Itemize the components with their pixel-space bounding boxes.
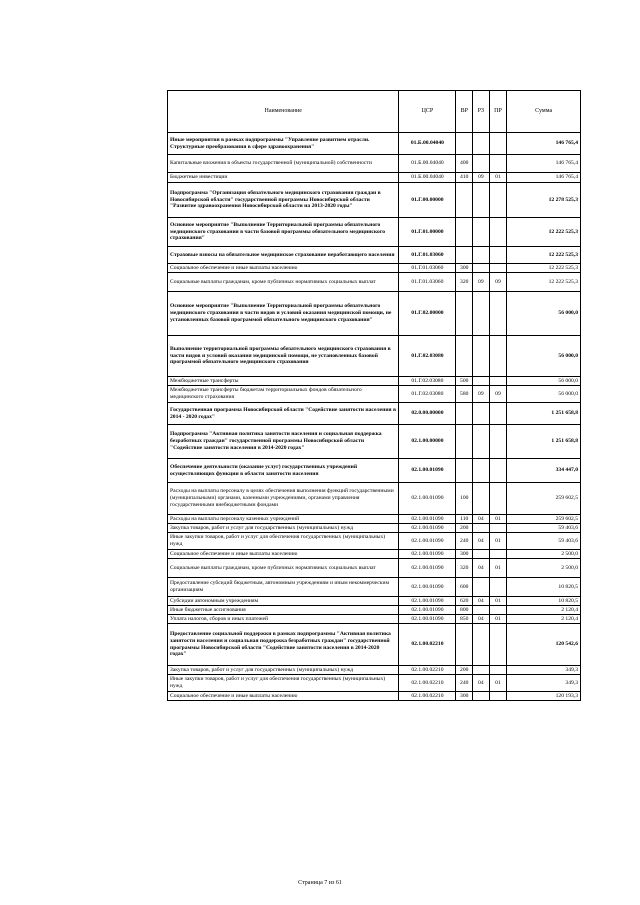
- cell-csr: 02.1.00.01090: [399, 483, 456, 515]
- cell-pr: [489, 292, 507, 336]
- cell-vr: [456, 183, 473, 218]
- cell-name: Социальные выплаты гражданам, кроме публичных нормативных социальных выплат: [168, 273, 399, 292]
- cell-pr: [489, 403, 507, 425]
- cell-csr: 02.1.00.00000: [399, 425, 456, 459]
- cell-vr: [456, 292, 473, 336]
- cell-rz: [473, 550, 490, 559]
- cell-pr: [489, 247, 507, 264]
- cell-vr: [456, 624, 473, 666]
- cell-rz: [473, 483, 490, 515]
- cell-rz: [473, 155, 490, 173]
- table-row: [168, 550, 581, 559]
- cell-sum: 146 765,4: [507, 155, 581, 173]
- cell-csr: 01.Г.01.03060: [399, 264, 456, 273]
- header-name: Наименование: [168, 91, 399, 133]
- cell-rz: [473, 692, 490, 701]
- cell-csr: 02.1.00.01090: [399, 615, 456, 624]
- cell-csr: 02.1.00.02210: [399, 675, 456, 692]
- cell-sum: 10 820,5: [507, 597, 581, 606]
- cell-name: Бюджетные инвестиции: [168, 173, 399, 183]
- cell-rz: [473, 606, 490, 615]
- table-row: [168, 533, 581, 550]
- cell-sum: 12 222 525,3: [507, 273, 581, 292]
- cell-vr: 400: [456, 155, 473, 173]
- cell-csr: 01.Б.00.04040: [399, 173, 456, 183]
- cell-csr: 02.1.00.01090: [399, 559, 456, 578]
- table-row: [168, 515, 581, 524]
- cell-csr: 02.1.00.02210: [399, 666, 456, 675]
- cell-rz: 04: [473, 533, 490, 550]
- cell-name: Социальное обеспечение и иные выплаты населению: [168, 550, 399, 559]
- cell-csr: 02.1.00.02210: [399, 624, 456, 666]
- cell-vr: 240: [456, 675, 473, 692]
- cell-name: Основное мероприятие "Выполнение Территориальной программы обязательного медицинского страхования в части базовой программы обязательного медицинского страхования": [168, 218, 399, 247]
- table-row: [168, 615, 581, 624]
- cell-name: Иные бюджетные ассигнования: [168, 606, 399, 615]
- cell-sum: 2 120,4: [507, 615, 581, 624]
- cell-csr: 02.1.00.01090: [399, 606, 456, 615]
- table-row: [168, 524, 581, 533]
- cell-rz: 04: [473, 515, 490, 524]
- cell-sum: 259 602,5: [507, 483, 581, 515]
- cell-pr: [489, 264, 507, 273]
- cell-vr: 300: [456, 550, 473, 559]
- cell-pr: 01: [489, 559, 507, 578]
- cell-rz: [473, 377, 490, 386]
- cell-name: Межбюджетные трансферты: [168, 377, 399, 386]
- cell-vr: 200: [456, 666, 473, 675]
- cell-pr: [489, 183, 507, 218]
- cell-csr: 01.Г.02.03080: [399, 336, 456, 377]
- cell-pr: 01: [489, 515, 507, 524]
- cell-name: Социальное обеспечение и иные выплаты населению: [168, 692, 399, 701]
- cell-vr: 240: [456, 533, 473, 550]
- cell-sum: 1 251 658,8: [507, 403, 581, 425]
- table-row: [168, 173, 581, 183]
- header-vr: ВР: [456, 91, 473, 133]
- table-row: [168, 483, 581, 515]
- cell-rz: [473, 624, 490, 666]
- cell-rz: [473, 524, 490, 533]
- cell-sum: 1 251 658,8: [507, 425, 581, 459]
- table-row: [168, 336, 581, 377]
- cell-name: Предоставление субсидий бюджетным, автономным учреждениям и иным некоммерческим организациям: [168, 578, 399, 597]
- cell-vr: [456, 247, 473, 264]
- cell-rz: 04: [473, 559, 490, 578]
- table-row: [168, 692, 581, 701]
- cell-rz: [473, 264, 490, 273]
- cell-sum: 334 447,0: [507, 459, 581, 483]
- cell-vr: [456, 336, 473, 377]
- cell-pr: 01: [489, 615, 507, 624]
- cell-rz: [473, 218, 490, 247]
- cell-vr: 620: [456, 597, 473, 606]
- cell-name: Субсидии автономным учреждениям: [168, 597, 399, 606]
- cell-pr: 01: [489, 173, 507, 183]
- cell-rz: [473, 425, 490, 459]
- cell-name: Уплата налогов, сборов и иных платежей: [168, 615, 399, 624]
- cell-sum: 2 500,0: [507, 550, 581, 559]
- cell-rz: [473, 292, 490, 336]
- cell-csr: 02.1.00.01090: [399, 533, 456, 550]
- cell-csr: 01.Г.00.00000: [399, 183, 456, 218]
- cell-pr: [489, 692, 507, 701]
- cell-pr: 01: [489, 533, 507, 550]
- cell-vr: 320: [456, 559, 473, 578]
- cell-rz: 09: [473, 386, 490, 403]
- header-csr: ЦСР: [399, 91, 456, 133]
- table-header-row: [168, 91, 581, 133]
- budget-table: [167, 90, 581, 701]
- cell-sum: 56 000,0: [507, 292, 581, 336]
- cell-sum: 59 403,6: [507, 524, 581, 533]
- table-row: [168, 666, 581, 675]
- cell-vr: 410: [456, 173, 473, 183]
- cell-name: Основное мероприятие "Выполнение Территориальной программы обязательного медицинского страхования в части видов и условий оказания медицинской помощи, не установленных базовой программой обязательного медицинского страхования": [168, 292, 399, 336]
- cell-rz: 09: [473, 173, 490, 183]
- cell-vr: [456, 425, 473, 459]
- table-row: [168, 292, 581, 336]
- cell-sum: 2 500,0: [507, 559, 581, 578]
- cell-rz: [473, 403, 490, 425]
- table-row: [168, 675, 581, 692]
- cell-name: Социальное обеспечение и иные выплаты населению: [168, 264, 399, 273]
- cell-csr: 01.Г.02.03080: [399, 377, 456, 386]
- cell-vr: 850: [456, 615, 473, 624]
- cell-vr: [456, 133, 473, 155]
- cell-sum: 349,3: [507, 675, 581, 692]
- cell-pr: [489, 336, 507, 377]
- table-row: [168, 218, 581, 247]
- cell-rz: [473, 247, 490, 264]
- cell-vr: 580: [456, 386, 473, 403]
- table-row: [168, 183, 581, 218]
- header-rz: РЗ: [473, 91, 490, 133]
- cell-pr: [489, 155, 507, 173]
- cell-csr: 01.Б.00.04040: [399, 133, 456, 155]
- cell-sum: 56 000,0: [507, 386, 581, 403]
- cell-vr: 500: [456, 377, 473, 386]
- table-row: [168, 425, 581, 459]
- cell-pr: [489, 550, 507, 559]
- cell-name: Иные закупки товаров, работ и услуг для обеспечения государственных (муниципальных) нужд: [168, 533, 399, 550]
- cell-vr: [456, 459, 473, 483]
- cell-rz: 09: [473, 273, 490, 292]
- cell-vr: 200: [456, 524, 473, 533]
- cell-csr: 01.Б.00.04040: [399, 155, 456, 173]
- cell-name: Капитальные вложения в объекты государственной (муниципальной) собственности: [168, 155, 399, 173]
- table-row: [168, 273, 581, 292]
- cell-name: Государственная программа Новосибирской области "Содействие занятости населения в 2014 - 2020 годах": [168, 403, 399, 425]
- cell-name: Иные закупки товаров, работ и услуг для обеспечения государственных (муниципальных) нужд: [168, 675, 399, 692]
- cell-vr: 300: [456, 264, 473, 273]
- cell-sum: 12 222 525,3: [507, 264, 581, 273]
- cell-name: Предоставление социальной поддержки в рамках подпрограммы "Активная политика занятости населения и социальная поддержка безработных граждан" государственной программы Новосибирской области "Содействие занятости населения в 2014-2020 годах": [168, 624, 399, 666]
- cell-csr: 02.1.00.02210: [399, 692, 456, 701]
- cell-name: Обеспечение деятельности (оказание услуг) государственных учреждений осуществляющих функции в области занятости населения: [168, 459, 399, 483]
- cell-vr: 600: [456, 578, 473, 597]
- table-row: [168, 155, 581, 173]
- cell-rz: 04: [473, 597, 490, 606]
- cell-csr: 02.1.00.01090: [399, 550, 456, 559]
- cell-pr: [489, 666, 507, 675]
- cell-vr: [456, 403, 473, 425]
- cell-csr: 01.Г.01.03060: [399, 247, 456, 264]
- cell-name: Расходы на выплаты персоналу в целях обеспечения выполнения функций государственными (муниципальными) органами, казенными учреждениями, органами управления государственными внебюджетными фондами: [168, 483, 399, 515]
- cell-vr: 110: [456, 515, 473, 524]
- cell-pr: 09: [489, 273, 507, 292]
- table-row: [168, 403, 581, 425]
- cell-rz: [473, 666, 490, 675]
- cell-csr: 02.1.00.01090: [399, 578, 456, 597]
- cell-name: Страховые взносы на обязательное медицинское страхование неработающего населения: [168, 247, 399, 264]
- cell-vr: 100: [456, 483, 473, 515]
- table-row: [168, 264, 581, 273]
- cell-pr: [489, 606, 507, 615]
- cell-name: Закупка товаров, работ и услуг для государственных (муниципальных) нужд: [168, 524, 399, 533]
- table-row: [168, 247, 581, 264]
- cell-rz: [473, 578, 490, 597]
- cell-pr: [489, 218, 507, 247]
- cell-name: Социальные выплаты гражданам, кроме публичных нормативных социальных выплат: [168, 559, 399, 578]
- cell-pr: [489, 624, 507, 666]
- cell-name: Выполнение территориальной программы обязательного медицинского страхования в части видов и условий оказания медицинской помощи, не установленных базовой программой обязательного медицинского страхования: [168, 336, 399, 377]
- table-row: [168, 386, 581, 403]
- cell-sum: 146 765,4: [507, 173, 581, 183]
- cell-pr: 01: [489, 597, 507, 606]
- cell-pr: [489, 425, 507, 459]
- cell-pr: 09: [489, 386, 507, 403]
- cell-name: Закупка товаров, работ и услуг для государственных (муниципальных) нужд: [168, 666, 399, 675]
- cell-sum: 120 193,3: [507, 692, 581, 701]
- cell-sum: 56 000,0: [507, 336, 581, 377]
- cell-vr: 800: [456, 606, 473, 615]
- table-row: [168, 377, 581, 386]
- cell-sum: 56 000,0: [507, 377, 581, 386]
- cell-pr: [489, 578, 507, 597]
- cell-sum: 120 542,6: [507, 624, 581, 666]
- cell-pr: [489, 377, 507, 386]
- cell-csr: 01.Г.01.03060: [399, 273, 456, 292]
- cell-sum: 12 222 525,3: [507, 247, 581, 264]
- page-footer: Страница 7 из 61: [298, 880, 342, 886]
- cell-sum: 10 820,5: [507, 578, 581, 597]
- table-row: [168, 606, 581, 615]
- cell-vr: 300: [456, 692, 473, 701]
- cell-pr: [489, 524, 507, 533]
- cell-rz: 04: [473, 675, 490, 692]
- cell-sum: 12 278 525,3: [507, 183, 581, 218]
- cell-rz: [473, 336, 490, 377]
- cell-csr: 02.1.00.01090: [399, 597, 456, 606]
- cell-sum: 146 765,4: [507, 133, 581, 155]
- cell-name: Межбюджетные трансферты бюджетам территориальных фондов обязательного медицинского страхования: [168, 386, 399, 403]
- cell-csr: 02.1.00.01090: [399, 524, 456, 533]
- table-row: [168, 578, 581, 597]
- cell-csr: 02.1.00.01090: [399, 515, 456, 524]
- table-row: [168, 133, 581, 155]
- cell-pr: [489, 133, 507, 155]
- cell-sum: 2 120,4: [507, 606, 581, 615]
- cell-pr: 01: [489, 675, 507, 692]
- cell-rz: [473, 133, 490, 155]
- cell-name: Расходы на выплаты персоналу казенных учреждений: [168, 515, 399, 524]
- cell-name: Иные мероприятия в рамках подпрограммы "Управление развитием отрасли. Структурные преобразования в сфере здравоохранения": [168, 133, 399, 155]
- cell-sum: 259 602,5: [507, 515, 581, 524]
- budget-table-body: [168, 91, 581, 701]
- table-row: [168, 597, 581, 606]
- cell-csr: 02.1.00.01090: [399, 459, 456, 483]
- cell-sum: 12 222 525,3: [507, 218, 581, 247]
- table-row: [168, 559, 581, 578]
- cell-rz: [473, 183, 490, 218]
- cell-rz: 04: [473, 615, 490, 624]
- cell-vr: [456, 218, 473, 247]
- cell-csr: 01.Г.02.00000: [399, 292, 456, 336]
- cell-pr: [489, 459, 507, 483]
- cell-csr: 02.0.00.00000: [399, 403, 456, 425]
- cell-csr: 01.Г.01.00000: [399, 218, 456, 247]
- cell-name: Подпрограмма "Организация обязательного медицинского страхования граждан в Новосибирской области" государственной программы Новосибирской области "Развитие здравоохранения Новосибирской области на 2013-2020 годы": [168, 183, 399, 218]
- cell-pr: [489, 483, 507, 515]
- table-row: [168, 624, 581, 666]
- table-row: [168, 459, 581, 483]
- cell-vr: 320: [456, 273, 473, 292]
- cell-sum: 59 403,6: [507, 533, 581, 550]
- cell-sum: 349,3: [507, 666, 581, 675]
- header-pr: ПР: [489, 91, 507, 133]
- header-sum: Сумма: [507, 91, 581, 133]
- cell-rz: [473, 459, 490, 483]
- cell-name: Подпрограмма "Активная политика занятости населения и социальная поддержка безработных граждан" государственной программы Новосибирской области "Содействие занятости населения в 2014-2020 годах": [168, 425, 399, 459]
- cell-csr: 01.Г.02.03080: [399, 386, 456, 403]
